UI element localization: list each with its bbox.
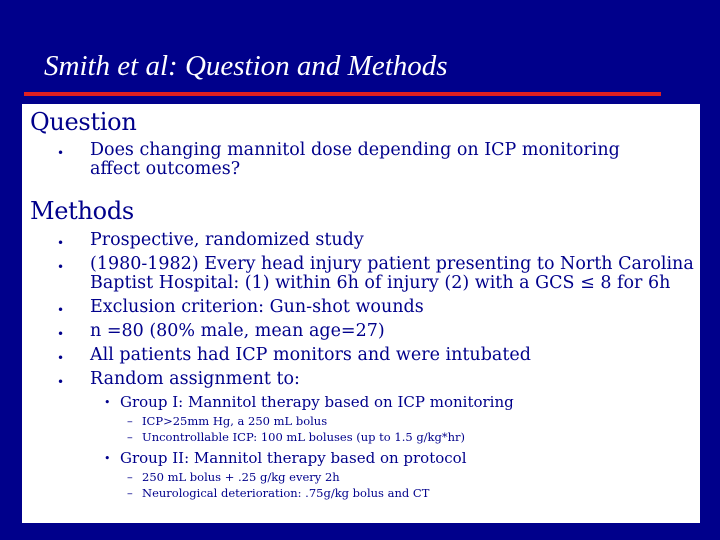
group-detail-text: 250 mL bolus + .25 g/kg every 2h [142, 470, 340, 484]
bullet-text-line: All patients had ICP monitors and were intubated [90, 345, 531, 365]
group-detail-text: Uncontrollable ICP: 100 mL boluses (up to 1.5 g/kg*hr) [142, 430, 466, 444]
bullet-icon: • [57, 351, 65, 365]
dash-icon: – [127, 430, 133, 444]
bullet-text-line: Prospective, randomized study [90, 230, 364, 250]
question-heading: Question [30, 108, 137, 136]
methods-heading: Methods [30, 197, 134, 225]
group-label: Group II: Mannitol therapy based on protocol [120, 449, 467, 467]
group-detail-text: Neurological deterioration: .75g/kg bolus and CT [142, 486, 430, 500]
dash-icon: – [127, 414, 133, 428]
dash-icon: – [127, 486, 133, 500]
bullet-icon: • [57, 236, 65, 250]
content-panel [22, 104, 700, 523]
group-label: Group I: Mannitol therapy based on ICP monitoring [120, 393, 514, 411]
bullet-icon: • [104, 396, 111, 409]
bullet-text-line: Baptist Hospital: (1) within 6h of injury (2) with a GCS ≤ 8 for 6h [90, 273, 671, 293]
bullet-icon: • [57, 375, 65, 389]
bullet-text-line: Exclusion criterion: Gun-shot wounds [90, 297, 424, 317]
bullet-icon: • [57, 303, 65, 317]
bullet-icon: • [57, 260, 65, 274]
bullet-icon: • [57, 327, 65, 341]
slide-title: Smith et al: Question and Methods [44, 50, 448, 82]
title-divider [24, 92, 661, 96]
bullet-text-line: n =80 (80% male, mean age=27) [90, 321, 385, 341]
group-detail-text: ICP>25mm Hg, a 250 mL bolus [142, 414, 328, 428]
bullet-text-line: affect outcomes? [90, 159, 241, 179]
bullet-icon: • [104, 452, 111, 465]
bullet-text-line: (1980-1982) Every head injury patient presenting to North Carolina [90, 254, 694, 274]
bullet-text-line: Random assignment to: [90, 369, 300, 389]
dash-icon: – [127, 470, 133, 484]
bullet-icon: • [57, 146, 65, 160]
bullet-text-line: Does changing mannitol dose depending on ICP monitoring [90, 140, 620, 160]
